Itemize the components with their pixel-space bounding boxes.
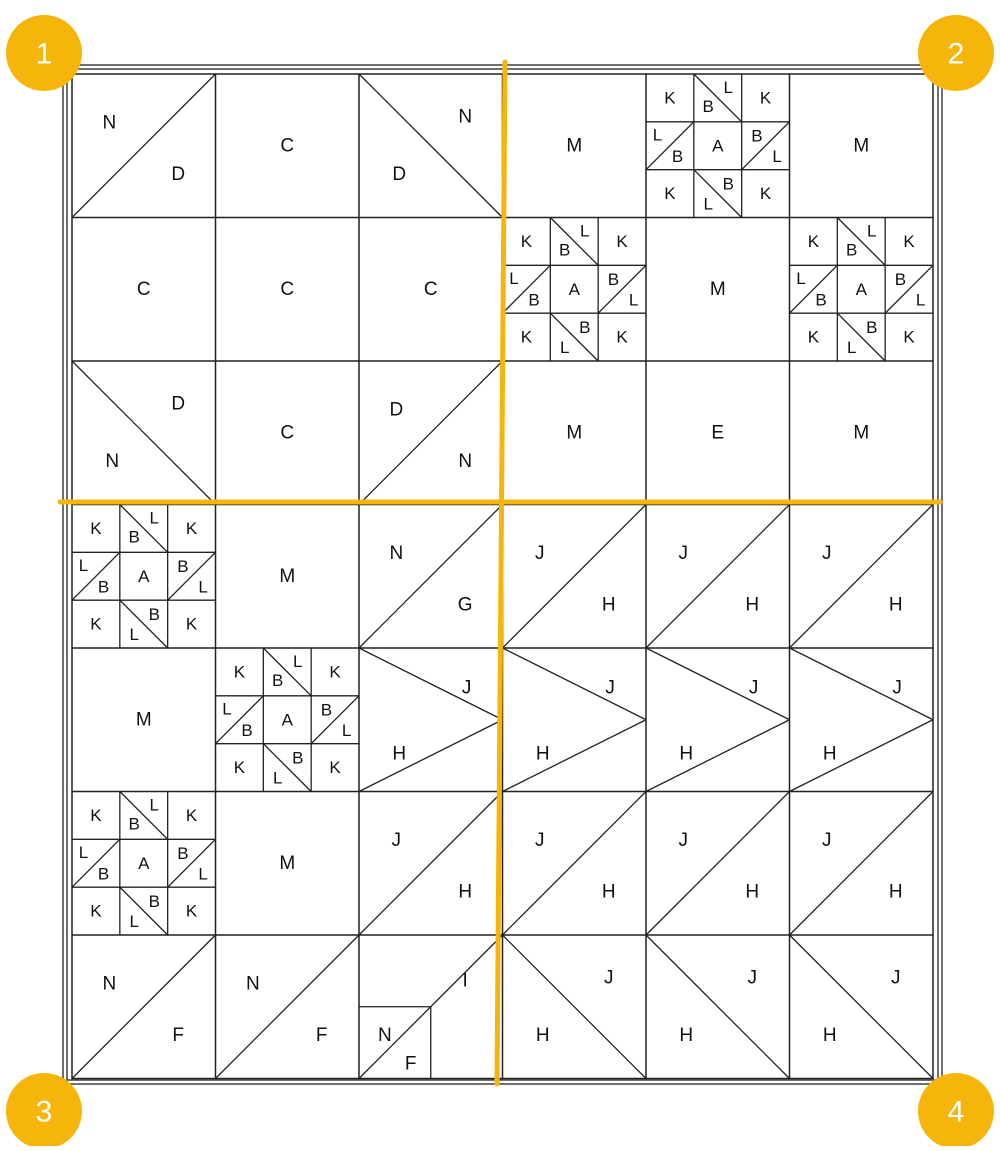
star-center-label: A [138, 853, 150, 873]
block-label: C [423, 278, 438, 300]
star-point-seam [837, 313, 885, 361]
diagonal-seam [503, 792, 647, 936]
star-point-outer-label: L [846, 338, 857, 358]
lower-triangle-label: G [457, 594, 473, 616]
star-point-seam [120, 600, 168, 648]
block-r2-c3 [359, 218, 503, 362]
star-point-seam [263, 648, 311, 696]
star-corner-label: K [664, 184, 676, 204]
block-label: M [709, 278, 726, 300]
right-triangle-label: J [461, 677, 472, 699]
star-point-outer-label: L [772, 146, 782, 166]
star-point-inner-label: B [866, 318, 878, 338]
star-corner-label: K [807, 231, 820, 251]
badge-number: 2 [947, 37, 965, 71]
badge-number: 3 [35, 1095, 53, 1129]
star-point-outer-label: L [915, 290, 926, 310]
upper-triangle-label: J [391, 829, 402, 851]
lower-triangle-label: H [888, 594, 903, 616]
star-point-outer-label: L [198, 864, 208, 884]
star-point-seam [550, 313, 598, 361]
star-point-inner-label: B [272, 671, 284, 691]
diagonal-seam [359, 505, 503, 649]
block-r2-c2 [216, 218, 360, 362]
star-corner-label: K [664, 88, 676, 108]
upper-triangle-label: J [822, 829, 832, 851]
star-point-outer-label: L [78, 843, 89, 863]
block-label: M [135, 709, 152, 731]
block-r7-c6 [790, 935, 934, 1079]
block-r2-c6 [790, 218, 934, 362]
lower-triangle-label: D [392, 163, 407, 185]
block-r1-c6 [790, 74, 934, 218]
block-r6-c5 [646, 792, 790, 936]
star-corner-label: K [759, 88, 772, 108]
diagonal-seam [646, 648, 790, 720]
upper-triangle-label: D [171, 393, 186, 415]
corner-badge-3 [6, 1073, 82, 1146]
block-r2-c1 [72, 218, 216, 362]
corner-badge-4 [918, 1073, 994, 1146]
star-corner-label: K [759, 184, 772, 204]
block-r3-c6 [790, 361, 934, 505]
star-corner-label: K [185, 614, 198, 634]
star-center-label: A [712, 136, 724, 156]
upper-triangle-label: J [822, 542, 832, 564]
star-point-seam [168, 839, 216, 887]
star-point-inner-label: B [128, 814, 140, 834]
star-point-seam [120, 792, 168, 840]
diagonal-seam [790, 935, 934, 1079]
star-point-outer-label: L [652, 125, 663, 145]
block-r2-c4 [503, 218, 647, 362]
lower-triangle-label: H [745, 594, 760, 616]
star-point-outer-label: L [129, 912, 139, 932]
star-point-seam [120, 887, 168, 935]
star-point-outer-label: L [341, 720, 352, 740]
upper-triangle-label: J [535, 829, 545, 851]
block-r5-c1 [72, 648, 216, 792]
star-point-inner-label: B [320, 700, 333, 720]
diagonal-seam [359, 361, 503, 505]
star-point-inner-label: B [148, 892, 160, 912]
star-point-seam [694, 74, 742, 122]
star-corner-label: K [185, 901, 198, 921]
diagonal-seam [359, 720, 503, 792]
star-point-inner-label: B [722, 174, 734, 194]
right-triangle-label: J [748, 677, 759, 699]
block-label: M [566, 422, 583, 444]
block-r5-c5 [646, 648, 790, 792]
block-r3-c4 [503, 361, 647, 505]
diagonal-seam [503, 720, 647, 792]
badge-number: 4 [947, 1095, 965, 1129]
star-point-outer-label: L [723, 77, 734, 97]
upper-triangle-label: J [535, 542, 545, 564]
star-corner-label: K [233, 662, 246, 682]
diagonal-seam [359, 792, 503, 936]
star-center-label: A [855, 279, 867, 299]
block-r3-c3 [359, 361, 503, 505]
star-center-label: A [568, 279, 580, 299]
upper-triangle-label: N [102, 973, 117, 995]
star-point-seam [263, 744, 311, 792]
corner-badge-2 [918, 15, 994, 91]
upper-triangle-label: J [603, 967, 614, 989]
flying-geese-block [790, 648, 934, 792]
block-label: C [280, 278, 295, 300]
upper-triangle-label: J [747, 967, 757, 989]
block-r6-c1 [72, 792, 216, 936]
block-r4-c1 [72, 505, 216, 649]
lower-triangle-label: N [458, 450, 473, 472]
star-point-inner-label: B [97, 577, 110, 597]
block-r1-c3 [359, 74, 503, 218]
star-point-inner-label: B [559, 240, 571, 260]
block-r6-c4 [503, 792, 647, 936]
right-triangle-label: J [605, 677, 615, 699]
star-corner-label: K [807, 327, 820, 347]
diagonal-seam [72, 361, 216, 505]
flying-geese-block [359, 648, 503, 792]
diagonal-seam [359, 648, 503, 720]
block-r3-c5 [646, 361, 790, 505]
star-point-outer-label: L [222, 699, 232, 719]
block-r6-c6 [790, 792, 934, 936]
block-r5-c6 [790, 648, 934, 792]
star-corner-label: K [903, 327, 915, 347]
star-corner-label: K [903, 231, 915, 251]
star-point-inner-label: B [292, 748, 304, 768]
upper-triangle-label: D [389, 399, 404, 421]
diagonal-seam [790, 792, 934, 936]
star-center-label: A [281, 710, 293, 730]
star-point-outer-label: L [78, 556, 89, 576]
star-point-seam [550, 218, 598, 266]
block-r7-c2 [216, 935, 360, 1079]
star-corner-label: K [233, 758, 246, 778]
star-point-outer-label: L [509, 269, 519, 289]
block-r1-c5 [646, 74, 790, 218]
lower-triangle-label: N [105, 450, 120, 472]
lower-triangle-label: H [535, 1024, 550, 1046]
left-triangle-label: H [392, 743, 407, 765]
block-r7-c4 [503, 935, 647, 1079]
block-r2-c5 [646, 218, 790, 362]
star-center-label: A [138, 566, 150, 586]
star-point-seam [885, 265, 933, 313]
diagonal-seam [72, 935, 216, 1079]
lower-triangle-label: H [822, 1024, 837, 1046]
lower-triangle-label: H [745, 881, 760, 903]
lower-triangle-label: H [888, 881, 903, 903]
right-triangle-label: J [892, 677, 902, 699]
lower-triangle-label: H [601, 594, 616, 616]
block-r7-c5 [646, 935, 790, 1079]
star-corner-label: K [90, 614, 102, 634]
star-point-inner-label: B [894, 270, 907, 290]
block-r6-c2 [216, 792, 360, 936]
block-r5-c3 [359, 648, 503, 792]
star-corner-label: K [90, 518, 102, 538]
star-point-inner-label: B [671, 146, 684, 166]
upper-triangle-label: J [678, 829, 689, 851]
lower-triangle-label: H [601, 881, 616, 903]
diagonal-seam [646, 505, 790, 649]
diagonal-seam [790, 505, 934, 649]
block-label: M [279, 565, 296, 587]
upper-triangle-label: N [458, 106, 473, 128]
diagonal-seam [790, 720, 934, 792]
diagonal-seam [503, 648, 647, 720]
small-upper-label: N [377, 1024, 392, 1046]
star-point-outer-label: L [559, 338, 570, 358]
block-r4-c3 [359, 505, 503, 649]
diagonal-seam [646, 720, 790, 792]
star-point-outer-label: L [867, 221, 877, 241]
star-point-outer-label: L [796, 269, 806, 289]
star-point-outer-label: L [293, 651, 303, 671]
small-lower-label: F [404, 1053, 417, 1075]
block-r4-c2 [216, 505, 360, 649]
block-r1-c1 [72, 74, 216, 218]
block-label: C [136, 278, 151, 300]
star-point-inner-label: B [177, 844, 189, 864]
star-point-inner-label: B [148, 605, 160, 625]
star-corner-label: K [90, 901, 102, 921]
star-corner-label: K [520, 327, 533, 347]
star-corner-label: K [329, 758, 341, 778]
flying-geese-block [503, 648, 647, 792]
diagonal-seam [646, 935, 790, 1079]
star-point-inner-label: B [177, 557, 189, 577]
star-point-inner-label: B [241, 720, 253, 740]
star-point-outer-label: L [149, 795, 160, 815]
block-r4-c6 [790, 505, 934, 649]
diagonal-seam [790, 648, 934, 720]
block-r5-c2 [216, 648, 360, 792]
lower-triangle-label: H [458, 881, 473, 903]
diagonal-seam [72, 74, 216, 218]
star-point-outer-label: L [703, 194, 713, 214]
left-triangle-label: H [679, 743, 694, 765]
star-corner-label: K [329, 662, 341, 682]
star-point-inner-label: B [702, 97, 714, 117]
star-corner-label: K [520, 231, 533, 251]
upper-triangle-label: N [389, 542, 404, 564]
star-point-outer-label: L [628, 290, 639, 310]
star-point-inner-label: B [528, 290, 540, 310]
left-triangle-label: H [535, 743, 550, 765]
block-r1-c2 [216, 74, 360, 218]
star-point-inner-label: B [128, 527, 140, 547]
star-point-outer-label: L [272, 768, 283, 788]
left-triangle-label: H [822, 743, 837, 765]
diagonal-seam [216, 935, 360, 1079]
star-point-inner-label: B [97, 864, 110, 884]
star-point-inner-label: B [607, 270, 620, 290]
block-r7-c3 [359, 935, 503, 1079]
block-label: C [280, 135, 295, 157]
diagonal-seam [503, 935, 647, 1079]
star-point-inner-label: B [815, 290, 827, 310]
star-point-inner-label: B [751, 126, 763, 146]
block-r4-c4 [503, 505, 647, 649]
star-point-seam [168, 552, 216, 600]
block-label: E [711, 422, 725, 444]
lower-triangle-label: D [171, 163, 186, 185]
block-r6-c3 [359, 792, 503, 936]
upper-triangle-label: N [102, 112, 117, 134]
corner-badge-1 [6, 15, 82, 91]
star-point-seam [120, 505, 168, 553]
star-point-seam [742, 122, 790, 170]
star-corner-label: K [616, 327, 628, 347]
star-point-inner-label: B [579, 318, 591, 338]
upper-triangle-label: J [678, 542, 689, 564]
block-r3-c2 [216, 361, 360, 505]
lower-triangle-label: H [679, 1024, 694, 1046]
block-r1-c4 [503, 74, 647, 218]
star-point-outer-label: L [149, 508, 160, 528]
star-point-seam [694, 170, 742, 218]
star-point-seam [598, 265, 646, 313]
star-corner-label: K [616, 231, 628, 251]
diagonal-seam [646, 792, 790, 936]
block-label: C [280, 422, 295, 444]
block-label: M [566, 135, 583, 157]
block-label: M [853, 422, 870, 444]
star-point-outer-label: L [129, 625, 139, 645]
diagonal-seam [359, 74, 503, 218]
star-point-seam [837, 218, 885, 266]
flying-geese-block [646, 648, 790, 792]
block-r7-c1 [72, 935, 216, 1079]
badge-number: 1 [35, 37, 53, 71]
star-corner-label: K [90, 805, 102, 825]
star-point-inner-label: B [846, 240, 858, 260]
block-r4-c5 [646, 505, 790, 649]
diagonal-seam [503, 505, 647, 649]
lower-triangle-label: F [315, 1024, 328, 1046]
block-r5-c4 [503, 648, 647, 792]
main-triangle-label: I [462, 970, 468, 992]
block-label: M [279, 852, 296, 874]
star-point-outer-label: L [198, 577, 208, 597]
star-corner-label: K [185, 518, 198, 538]
upper-triangle-label: J [890, 967, 901, 989]
star-point-seam [311, 696, 359, 744]
block-label: M [853, 135, 870, 157]
star-point-outer-label: L [580, 221, 590, 241]
star-corner-label: K [185, 805, 198, 825]
block-r3-c1 [72, 361, 216, 505]
upper-triangle-label: N [245, 973, 260, 995]
lower-triangle-label: F [172, 1024, 184, 1046]
